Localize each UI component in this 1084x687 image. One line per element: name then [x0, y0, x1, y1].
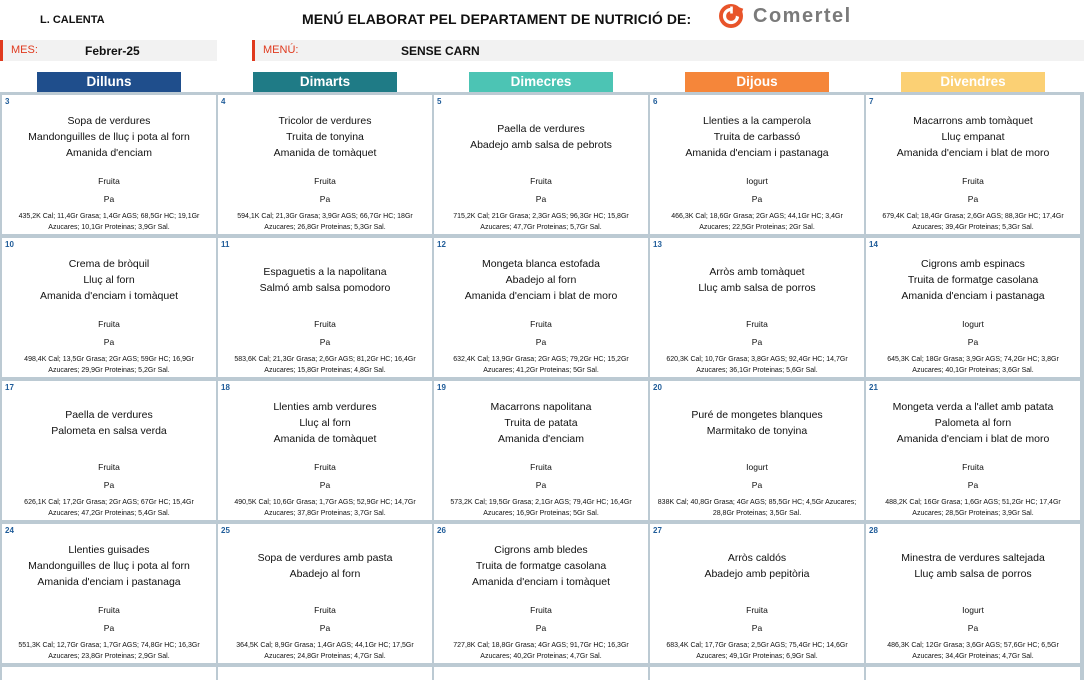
extra-item: Iogurt [962, 319, 984, 329]
extras-list [650, 315, 864, 351]
day-cell [218, 381, 432, 520]
extra-item: Iogurt [962, 605, 984, 615]
dish-item: Salmó amb salsa pomodoro [259, 282, 391, 294]
dish-item: Paella de verdures [497, 123, 585, 135]
extra-item: Pa [967, 623, 979, 633]
nutrition-info: 466,3K Cal; 18,6Gr Grasa; 2Gr AGS; 44,1Gr HC; 3,4Gr Azucares; 22,5Gr Proteinas; 2Gr Sal. [671, 213, 843, 231]
day-number: 21 [869, 383, 878, 392]
dish-item: Llenties guisades [68, 544, 150, 556]
dish-list [866, 256, 1080, 304]
extra-item: Pa [751, 480, 763, 490]
menu-calendar-grid [0, 92, 1084, 680]
day-number: 7 [869, 97, 874, 106]
extras-list [2, 315, 216, 351]
dish-list [218, 550, 432, 582]
day-cell [218, 238, 432, 377]
nutrition-info: 551,3K Cal; 12,7Gr Grasa; 1,7Gr AGS; 74,8Gr HC; 16,3Gr Azucares; 23,8Gr Proteinas; 2,9Gr Sal. [18, 642, 200, 660]
dish-item: Truita de formatge casolana [475, 560, 607, 572]
dish-item: Truita de patata [504, 417, 578, 429]
extra-item: Fruita [530, 462, 552, 472]
nutrition-info: 715,2K Cal; 21Gr Grasa; 2,3Gr AGS; 96,3Gr HC; 15,8Gr Azucares; 47,7Gr Proteinas; 5,7Gr Sal. [453, 213, 629, 231]
extras-list [866, 458, 1080, 494]
nutrition-info: 486,3K Cal; 12Gr Grasa; 3,6Gr AGS; 57,6Gr HC; 6,5Gr Azucares; 34,4Gr Proteinas; 4,7Gr Sal. [887, 642, 1059, 660]
day-cell [650, 238, 864, 377]
extra-item: Pa [103, 480, 115, 490]
dish-list [2, 113, 216, 161]
extras-list [866, 601, 1080, 637]
dish-list [218, 113, 432, 161]
extras-list [218, 172, 432, 208]
empty-day-cell [2, 667, 216, 687]
day-number: 10 [5, 240, 14, 249]
dish-item: Amanida d'enciam [497, 433, 585, 445]
extras-list [650, 172, 864, 208]
day-cell [434, 238, 648, 377]
month-bar [0, 40, 217, 61]
day-cell [2, 524, 216, 663]
extra-item: Pa [751, 337, 763, 347]
dish-item: Llenties amb verdures [273, 401, 377, 413]
empty-day-cell [218, 667, 432, 687]
month-label: MES: [11, 44, 38, 56]
day-header-dilluns: Dilluns [37, 72, 181, 92]
dish-list [434, 399, 648, 447]
extra-item: Fruita [962, 462, 984, 472]
dish-item: Llenties a la camperola [703, 115, 811, 127]
extra-item: Fruita [746, 319, 768, 329]
nutrition-info: 632,4K Cal; 13,9Gr Grasa; 2Gr AGS; 79,2Gr HC; 15,2Gr Azucares; 41,2Gr Proteinas; 5Gr Sal. [453, 356, 629, 374]
dish-list [2, 542, 216, 590]
extra-item: Pa [751, 194, 763, 204]
extra-item: Pa [967, 194, 979, 204]
dish-item: Macarrons amb tomàquet [913, 115, 1033, 127]
dish-item: Amanida d'enciam i blat de moro [464, 290, 618, 302]
extra-item: Fruita [314, 605, 336, 615]
day-cell [866, 238, 1080, 377]
menu-label: MENÚ: [263, 44, 299, 56]
dish-list [866, 399, 1080, 447]
dish-item: Amanida d'enciam [65, 147, 153, 159]
dish-item: Marmitako de tonyina [706, 425, 808, 437]
day-number: 12 [437, 240, 446, 249]
extras-list [866, 315, 1080, 351]
nutrition-info: 583,6K Cal; 21,3Gr Grasa; 2,6Gr AGS; 81,2Gr HC; 16,4Gr Azucares; 15,8Gr Proteinas; 4,8Gr Sal. [234, 356, 416, 374]
extra-item: Pa [967, 480, 979, 490]
day-number: 11 [221, 240, 230, 249]
day-cell [650, 524, 864, 663]
extra-item: Pa [535, 337, 547, 347]
extra-item: Pa [319, 623, 331, 633]
dish-item: Tricolor de verdures [278, 115, 372, 127]
nutrition-info: 626,1K Cal; 17,2Gr Grasa; 2Gr AGS; 67Gr HC; 15,4Gr Azucares; 47,2Gr Proteinas; 5,4Gr Sal. [24, 499, 194, 517]
day-cell [2, 95, 216, 234]
day-number: 14 [869, 240, 878, 249]
dish-item: Truita de carbassó [713, 131, 801, 143]
extras-list [866, 172, 1080, 208]
dish-item: Amanida d'enciam i tomàquet [40, 290, 178, 302]
dish-item: Lluç al forn [299, 417, 351, 429]
extra-item: Fruita [962, 176, 984, 186]
extras-list [2, 458, 216, 494]
extra-item: Iogurt [746, 462, 768, 472]
day-cell [866, 381, 1080, 520]
extra-item: Fruita [746, 605, 768, 615]
extras-list [650, 601, 864, 637]
extra-item: Fruita [314, 176, 336, 186]
dish-item: Sopa de verdures [67, 115, 151, 127]
extras-list [650, 458, 864, 494]
day-cell [650, 95, 864, 234]
dish-list [650, 113, 864, 161]
dish-item: Amanida d'enciam i blat de moro [896, 433, 1050, 445]
day-number: 26 [437, 526, 446, 535]
dish-item: Mandonguilles de lluç i pota al forn [28, 560, 190, 572]
month-value: Febrer-25 [85, 44, 140, 58]
empty-day-cell [866, 667, 1080, 687]
nutrition-info: 838K Cal; 40,8Gr Grasa; 4Gr AGS; 85,5Gr HC; 4,5Gr Azucares; 28,8Gr Proteinas; 3,5Gr Sal. [657, 499, 857, 517]
dish-item: Amanida de tomàquet [273, 147, 377, 159]
dish-item: Paella de verdures [65, 409, 153, 421]
extra-item: Pa [103, 194, 115, 204]
dish-item: Minestra de verdures saltejada [901, 552, 1045, 564]
extras-list [434, 601, 648, 637]
dish-item: Abadejo al forn [289, 568, 361, 580]
extra-item: Pa [967, 337, 979, 347]
extra-item: Pa [535, 480, 547, 490]
nutrition-info: 573,2K Cal; 19,5Gr Grasa; 2,1Gr AGS; 79,4Gr HC; 16,4Gr Azucares; 16,9Gr Proteinas; 5Gr Sal. [450, 499, 632, 517]
dish-list [434, 256, 648, 304]
dish-item: Amanida d'enciam i tomàquet [472, 576, 610, 588]
dish-item: Mongeta blanca estofada [482, 258, 600, 270]
dish-item: Truita de tonyina [286, 131, 364, 143]
day-number: 24 [5, 526, 14, 535]
extras-list [2, 601, 216, 637]
dish-list [218, 399, 432, 447]
day-number: 18 [221, 383, 230, 392]
extra-item: Pa [319, 480, 331, 490]
dish-list [650, 407, 864, 439]
menu-value: SENSE CARN [401, 44, 480, 58]
extra-item: Pa [319, 194, 331, 204]
extra-item: Fruita [530, 319, 552, 329]
nutrition-info: 679,4K Cal; 18,4Gr Grasa; 2,6Gr AGS; 88,3Gr HC; 17,4Gr Azucares; 39,4Gr Proteinas; 5,3Gr Sal. [882, 213, 1064, 231]
page-title: MENÚ ELABORAT PEL DEPARTAMENT DE NUTRICIÓ DE: [302, 11, 692, 27]
dish-item: Amanida d'enciam i pastanaga [685, 147, 829, 159]
extra-item: Fruita [98, 176, 120, 186]
dish-item: Palometa en salsa verda [51, 425, 167, 437]
empty-day-cell [650, 667, 864, 687]
dish-item: Cigrons amb espinacs [921, 258, 1025, 270]
nutrition-info: 488,2K Cal; 16Gr Grasa; 1,6Gr AGS; 51,2Gr HC; 17,4Gr Azucares; 28,5Gr Proteinas; 3,9Gr Sal. [885, 499, 1061, 517]
nutrition-info: 645,3K Cal; 18Gr Grasa; 3,9Gr AGS; 74,2Gr HC; 3,8Gr Azucares; 40,1Gr Proteinas; 3,6Gr Sal. [887, 356, 1059, 374]
day-cell [2, 238, 216, 377]
dish-item: Sopa de verdures amb pasta [257, 552, 393, 564]
nutrition-info: 594,1K Cal; 21,3Gr Grasa; 3,9Gr AGS; 66,7Gr HC; 18Gr Azucares; 26,8Gr Proteinas; 5,3Gr Sal. [237, 213, 413, 231]
extra-item: Fruita [530, 605, 552, 615]
dish-item: Amanida de tomàquet [273, 433, 377, 445]
nutrition-info: 364,5K Cal; 8,9Gr Grasa; 1,4Gr AGS; 44,1Gr HC; 17,5Gr Azucares; 24,8Gr Proteinas; 4,7Gr Sal. [236, 642, 414, 660]
extras-list [218, 601, 432, 637]
day-number: 5 [437, 97, 442, 106]
day-number: 3 [5, 97, 10, 106]
dish-list [2, 407, 216, 439]
dish-item: Espaguetis a la napolitana [263, 266, 387, 278]
dish-item: Puré de mongetes blanques [691, 409, 823, 421]
day-cell [218, 524, 432, 663]
dish-item: Amanida d'enciam i pastanaga [901, 290, 1045, 302]
extra-item: Pa [535, 623, 547, 633]
extra-item: Pa [103, 337, 115, 347]
dish-item: Macarrons napolitana [490, 401, 592, 413]
extra-item: Iogurt [746, 176, 768, 186]
day-number: 27 [653, 526, 662, 535]
extras-list [434, 458, 648, 494]
comertel-logo-icon [718, 3, 744, 29]
dish-item: Amanida d'enciam i blat de moro [896, 147, 1050, 159]
extras-list [218, 458, 432, 494]
dish-item: Abadejo al forn [505, 274, 577, 286]
day-cell [650, 381, 864, 520]
brand-name: Comertel [753, 4, 852, 27]
day-cell [866, 524, 1080, 663]
extras-list [434, 172, 648, 208]
day-number: 19 [437, 383, 446, 392]
nutrition-info: 683,4K Cal; 17,7Gr Grasa; 2,5Gr AGS; 75,4Gr HC; 14,6Gr Azucares; 49,1Gr Proteinas; 6,9Gr Sal. [666, 642, 848, 660]
day-number: 13 [653, 240, 662, 249]
extra-item: Pa [751, 623, 763, 633]
extras-list [434, 315, 648, 351]
nutrition-info: 620,3K Cal; 10,7Gr Grasa; 3,8Gr AGS; 92,4Gr HC; 14,7Gr Azucares; 36,1Gr Proteinas; 5,6Gr Sal. [666, 356, 848, 374]
extra-item: Fruita [98, 319, 120, 329]
day-header-dijous: Dijous [685, 72, 829, 92]
dish-item: Lluç al forn [83, 274, 135, 286]
extras-list [2, 172, 216, 208]
brand-logo [718, 2, 852, 30]
dish-list [218, 264, 432, 296]
day-header-dimarts: Dimarts [253, 72, 397, 92]
dish-list [2, 256, 216, 304]
day-cell [866, 95, 1080, 234]
day-number: 28 [869, 526, 878, 535]
dish-list [866, 550, 1080, 582]
kitchen-label: L. CALENTA [40, 14, 105, 26]
dish-item: Cigrons amb bledes [494, 544, 588, 556]
day-number: 4 [221, 97, 226, 106]
extras-list [218, 315, 432, 351]
day-number: 6 [653, 97, 658, 106]
nutrition-info: 435,2K Cal; 11,4Gr Grasa; 1,4Gr AGS; 68,5Gr HC; 19,1Gr Azucares; 10,1Gr Proteinas; 3,9Gr Sal. [18, 213, 200, 231]
dish-item: Abadejo amb pepitòria [704, 568, 810, 580]
extra-item: Pa [319, 337, 331, 347]
extra-item: Fruita [530, 176, 552, 186]
dish-item: Lluç amb salsa de porros [914, 568, 1032, 580]
document-header [0, 0, 1084, 36]
day-cell [218, 95, 432, 234]
nutrition-info: 727,8K Cal; 18,8Gr Grasa; 4Gr AGS; 91,7Gr HC; 16,3Gr Azucares; 40,2Gr Proteinas; 4,7Gr Sal. [453, 642, 629, 660]
day-cell [434, 381, 648, 520]
day-cell [434, 524, 648, 663]
dish-list [434, 542, 648, 590]
extra-item: Pa [535, 194, 547, 204]
dish-item: Mandonguilles de lluç i pota al forn [28, 131, 190, 143]
extra-item: Pa [103, 623, 115, 633]
dish-list [650, 264, 864, 296]
day-cell [2, 381, 216, 520]
dish-item: Lluç amb salsa de porros [698, 282, 816, 294]
extra-item: Fruita [314, 319, 336, 329]
day-header-divendres: Divendres [901, 72, 1045, 92]
dish-item: Truita de formatge casolana [907, 274, 1039, 286]
extra-item: Fruita [98, 462, 120, 472]
empty-day-cell [434, 667, 648, 687]
day-number: 25 [221, 526, 230, 535]
day-number: 17 [5, 383, 14, 392]
dish-list [866, 113, 1080, 161]
day-header-dimecres: Dimecres [469, 72, 613, 92]
extra-item: Fruita [98, 605, 120, 615]
dish-item: Arròs amb tomàquet [709, 266, 805, 278]
dish-item: Lluç empanat [941, 131, 1005, 143]
dish-item: Amanida d'enciam i pastanaga [37, 576, 181, 588]
dish-item: Arròs caldós [727, 552, 787, 564]
day-number: 20 [653, 383, 662, 392]
dish-item: Crema de bròquil [68, 258, 150, 270]
dish-item: Mongeta verda a l'allet amb patata [892, 401, 1054, 413]
menu-type-bar [252, 40, 1084, 61]
extra-item: Fruita [314, 462, 336, 472]
dish-list [650, 550, 864, 582]
dish-item: Abadejo amb salsa de pebrots [470, 139, 612, 151]
nutrition-info: 490,5K Cal; 10,6Gr Grasa; 1,7Gr AGS; 52,9Gr HC; 14,7Gr Azucares; 37,8Gr Proteinas; 3,7Gr Sal. [234, 499, 416, 517]
day-cell [434, 95, 648, 234]
dish-list [434, 121, 648, 153]
nutrition-info: 498,4K Cal; 13,5Gr Grasa; 2Gr AGS; 59Gr HC; 16,9Gr Azucares; 29,9Gr Proteinas; 5,2Gr Sal. [24, 356, 194, 374]
dish-item: Palometa al forn [934, 417, 1012, 429]
